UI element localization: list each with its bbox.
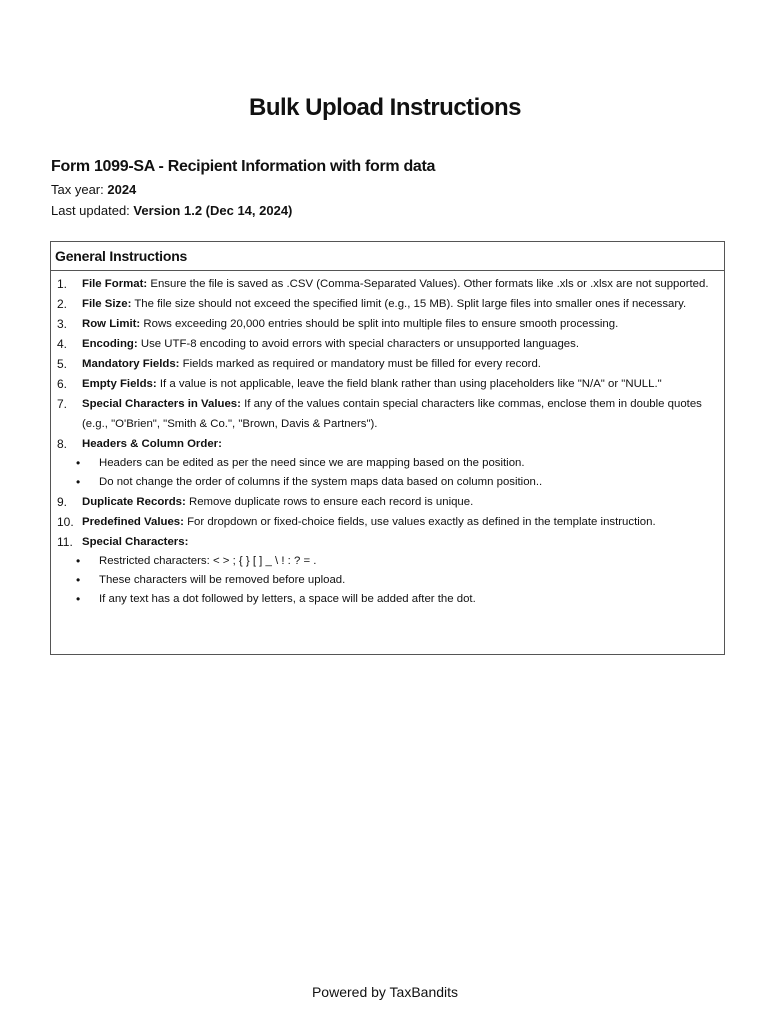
instruction-item	[51, 492, 724, 512]
footer-powered-by: Powered by TaxBandits	[311, 984, 459, 1000]
bullet-text: Do not change the order of columns if the system maps data based on column position..	[99, 476, 543, 488]
instruction-label: Row Limit:	[82, 318, 141, 330]
instruction-label: Special Characters:	[82, 536, 189, 548]
instruction-text: For dropdown or fixed-choice fields, use values exactly as defined in the template instruction.	[183, 516, 656, 528]
bullet-dot: •	[76, 573, 81, 587]
instruction-number: 1.	[57, 277, 68, 291]
tax-year-line	[51, 182, 136, 197]
instruction-label: Headers & Column Order:	[82, 438, 222, 450]
instruction-number: 5.	[57, 357, 68, 371]
instruction-item	[51, 374, 724, 394]
general-instructions-header: General Instructions	[51, 242, 724, 271]
instruction-text: Fields marked as required or mandatory must be filled for every record.	[179, 358, 541, 370]
bullet-text: Headers can be edited as per the need since we are mapping based on the position.	[99, 457, 525, 469]
tax-year-value: 2024	[107, 182, 137, 197]
bullet-text: Restricted characters: < > ; { } [ ] _ \ ! : ? = .	[99, 555, 317, 567]
bullet-text: If any text has a dot followed by letters, a space will be added after the dot.	[99, 593, 476, 605]
instruction-number: 11.	[57, 535, 73, 549]
instruction-item	[51, 532, 724, 609]
instruction-label: Mandatory Fields:	[82, 358, 180, 370]
instruction-bullet	[76, 571, 712, 590]
bullet-dot: •	[76, 475, 81, 489]
instruction-number: 10.	[57, 515, 74, 529]
instruction-text: Ensure the file is saved as .CSV (Comma-Separated Values). Other formats like .xls or .xlsx are not supported.	[147, 278, 709, 290]
instruction-label: Special Characters in Values:	[82, 398, 241, 410]
instruction-item	[51, 512, 724, 532]
instruction-label: Predefined Values:	[82, 516, 184, 528]
tax-year-label: Tax year:	[51, 182, 108, 197]
instruction-item	[51, 334, 724, 354]
instruction-text: If a value is not applicable, leave the field blank rather than using placeholders like "N/A" or "NULL."	[156, 378, 662, 390]
instruction-label: File Format:	[82, 278, 148, 290]
instruction-label: Encoding:	[82, 338, 138, 350]
instruction-item	[51, 394, 724, 434]
general-instructions-box	[50, 241, 725, 655]
instruction-text: Rows exceeding 20,000 entries should be split into multiple files to ensure smooth processing.	[140, 318, 619, 330]
instruction-bullet	[76, 454, 712, 473]
instruction-item	[51, 274, 724, 294]
bullet-dot: •	[76, 592, 81, 606]
instruction-text: Use UTF-8 encoding to avoid errors with special characters or unsupported languages.	[137, 338, 579, 350]
instruction-number: 7.	[57, 397, 68, 411]
instruction-item	[51, 354, 724, 374]
instruction-number: 6.	[57, 377, 68, 391]
instruction-sublist	[76, 454, 712, 492]
instruction-text: Remove duplicate rows to ensure each record is unique.	[185, 496, 474, 508]
last-updated-value: Version 1.2 (Dec 14, 2024)	[133, 203, 293, 218]
instruction-text: The file size should not exceed the specified limit (e.g., 15 MB). Split large files into smaller ones if necessary.	[131, 298, 687, 310]
instruction-label: Empty Fields:	[82, 378, 157, 390]
instruction-item	[51, 434, 724, 492]
instruction-sublist	[76, 552, 712, 609]
instruction-label: File Size:	[82, 298, 132, 310]
instruction-number: 8.	[57, 437, 68, 451]
instruction-label: Duplicate Records:	[82, 496, 186, 508]
last-updated-line	[51, 203, 292, 218]
page-title: Bulk Upload Instructions	[248, 94, 521, 121]
instructions-list	[51, 271, 724, 609]
instruction-bullet	[76, 590, 712, 609]
bullet-text: These characters will be removed before upload.	[99, 574, 346, 586]
bullet-dot: •	[76, 456, 81, 470]
instruction-item	[51, 294, 724, 314]
instruction-number: 2.	[57, 297, 68, 311]
bullet-dot: •	[76, 554, 81, 568]
instruction-item	[51, 314, 724, 334]
form-title: Form 1099-SA - Recipient Information with form data	[51, 158, 436, 175]
instruction-bullet	[76, 552, 712, 571]
instruction-number: 3.	[57, 317, 68, 331]
instruction-number: 9.	[57, 495, 68, 509]
last-updated-label: Last updated:	[51, 203, 134, 218]
instruction-text: If any of the values contain special characters like commas, enclose them in double quotes (e.g., "O'Brien", "Smith & Co.", "Brown, Davis & Partners").	[82, 398, 702, 430]
instruction-number: 4.	[57, 337, 68, 351]
instruction-bullet	[76, 473, 712, 492]
